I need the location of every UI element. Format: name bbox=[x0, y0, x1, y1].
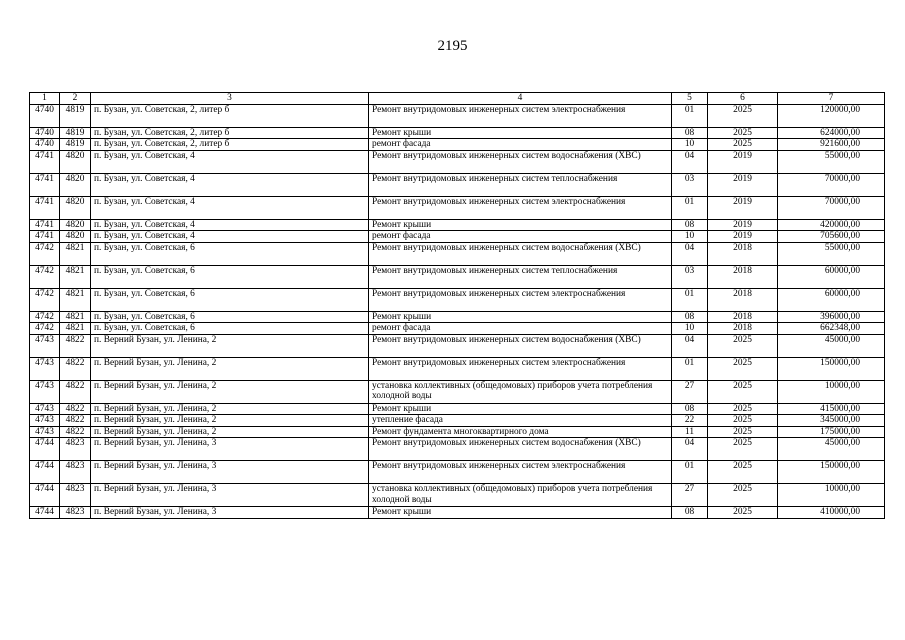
cell-work-code: 22 bbox=[672, 415, 708, 427]
table-row bbox=[30, 196, 885, 219]
cell-row-number: 4741 bbox=[30, 150, 60, 173]
cell-work-code: 01 bbox=[672, 288, 708, 311]
cell-object-number: 4822 bbox=[60, 415, 91, 427]
table-row bbox=[30, 438, 885, 461]
table-row bbox=[30, 231, 885, 243]
cell-row-number: 4743 bbox=[30, 334, 60, 357]
cell-year: 2025 bbox=[708, 104, 778, 127]
table-row bbox=[30, 127, 885, 139]
cell-row-number: 4741 bbox=[30, 231, 60, 243]
cell-work-type: Ремонт внутридомовых инженерных систем водоснабжения (ХВС) bbox=[369, 334, 672, 357]
cell-cost: 410000,00 bbox=[778, 507, 885, 519]
cell-row-number: 4741 bbox=[30, 196, 60, 219]
cell-address: п. Верний Бузан, ул. Ленина, 3 bbox=[91, 507, 369, 519]
cell-object-number: 4820 bbox=[60, 219, 91, 231]
table-row bbox=[30, 380, 885, 403]
cell-work-type: Ремонт внутридомовых инженерных систем теплоснабжения bbox=[369, 265, 672, 288]
cell-cost: 662348,00 bbox=[778, 323, 885, 335]
cell-cost: 55000,00 bbox=[778, 242, 885, 265]
cell-year: 2025 bbox=[708, 484, 778, 507]
cell-work-type: Ремонт внутридомовых инженерных систем электроснабжения bbox=[369, 104, 672, 127]
cell-work-code: 04 bbox=[672, 150, 708, 173]
cell-address: п. Верний Бузан, ул. Ленина, 3 bbox=[91, 461, 369, 484]
cell-work-code: 03 bbox=[672, 173, 708, 196]
cell-work-code: 01 bbox=[672, 461, 708, 484]
cell-cost: 60000,00 bbox=[778, 265, 885, 288]
cell-row-number: 4740 bbox=[30, 139, 60, 151]
cell-work-code: 08 bbox=[672, 311, 708, 323]
cell-address: п. Верний Бузан, ул. Ленина, 3 bbox=[91, 438, 369, 461]
table-row bbox=[30, 288, 885, 311]
table-row bbox=[30, 139, 885, 151]
table-row bbox=[30, 426, 885, 438]
cell-cost: 70000,00 bbox=[778, 173, 885, 196]
cell-year: 2018 bbox=[708, 265, 778, 288]
cell-year: 2018 bbox=[708, 311, 778, 323]
cell-work-code: 04 bbox=[672, 438, 708, 461]
cell-row-number: 4742 bbox=[30, 323, 60, 335]
column-header: 7 bbox=[778, 93, 885, 105]
cell-cost: 45000,00 bbox=[778, 334, 885, 357]
cell-work-code: 04 bbox=[672, 242, 708, 265]
cell-cost: 60000,00 bbox=[778, 288, 885, 311]
cell-year: 2025 bbox=[708, 461, 778, 484]
cell-work-code: 10 bbox=[672, 139, 708, 151]
cell-work-type: Ремонт крыши bbox=[369, 403, 672, 415]
cell-work-type: ремонт фасада bbox=[369, 323, 672, 335]
cell-year: 2025 bbox=[708, 357, 778, 380]
cell-address: п. Верний Бузан, ул. Ленина, 2 bbox=[91, 415, 369, 427]
cell-year: 2019 bbox=[708, 196, 778, 219]
cell-work-code: 08 bbox=[672, 403, 708, 415]
cell-year: 2025 bbox=[708, 415, 778, 427]
cell-work-type: установка коллективных (общедомовых) приборов учета потребления холодной воды bbox=[369, 484, 672, 507]
cell-row-number: 4740 bbox=[30, 104, 60, 127]
cell-work-type: ремонт фасада bbox=[369, 231, 672, 243]
cell-work-type: Ремонт крыши bbox=[369, 127, 672, 139]
cell-object-number: 4821 bbox=[60, 323, 91, 335]
cell-work-code: 01 bbox=[672, 104, 708, 127]
cell-work-code: 10 bbox=[672, 323, 708, 335]
cell-work-code: 08 bbox=[672, 507, 708, 519]
table-row bbox=[30, 403, 885, 415]
cell-cost: 10000,00 bbox=[778, 484, 885, 507]
column-header: 2 bbox=[60, 93, 91, 105]
repair-schedule-table bbox=[29, 92, 885, 519]
cell-address: п. Верний Бузан, ул. Ленина, 2 bbox=[91, 403, 369, 415]
cell-object-number: 4821 bbox=[60, 311, 91, 323]
table-row bbox=[30, 357, 885, 380]
cell-cost: 70000,00 bbox=[778, 196, 885, 219]
cell-row-number: 4743 bbox=[30, 380, 60, 403]
cell-row-number: 4744 bbox=[30, 507, 60, 519]
cell-address: п. Бузан, ул. Советская, 4 bbox=[91, 231, 369, 243]
column-header: 1 bbox=[30, 93, 60, 105]
cell-address: п. Верний Бузан, ул. Ленина, 2 bbox=[91, 426, 369, 438]
cell-cost: 624000,00 bbox=[778, 127, 885, 139]
cell-year: 2018 bbox=[708, 288, 778, 311]
cell-row-number: 4742 bbox=[30, 288, 60, 311]
table-row bbox=[30, 484, 885, 507]
cell-row-number: 4743 bbox=[30, 415, 60, 427]
cell-object-number: 4819 bbox=[60, 127, 91, 139]
cell-row-number: 4742 bbox=[30, 242, 60, 265]
cell-row-number: 4743 bbox=[30, 403, 60, 415]
cell-work-code: 27 bbox=[672, 380, 708, 403]
cell-cost: 10000,00 bbox=[778, 380, 885, 403]
cell-address: п. Бузан, ул. Советская, 4 bbox=[91, 219, 369, 231]
cell-work-type: Ремонт внутридомовых инженерных систем водоснабжения (ХВС) bbox=[369, 242, 672, 265]
cell-work-type: Ремонт внутридомовых инженерных систем электроснабжения bbox=[369, 196, 672, 219]
cell-work-type: Ремонт фундамента многоквартирного дома bbox=[369, 426, 672, 438]
cell-work-type: Ремонт внутридомовых инженерных систем водоснабжения (ХВС) bbox=[369, 438, 672, 461]
cell-cost: 345000,00 bbox=[778, 415, 885, 427]
cell-cost: 396000,00 bbox=[778, 311, 885, 323]
cell-work-code: 01 bbox=[672, 357, 708, 380]
cell-cost: 175000,00 bbox=[778, 426, 885, 438]
cell-year: 2025 bbox=[708, 139, 778, 151]
cell-year: 2025 bbox=[708, 426, 778, 438]
cell-object-number: 4822 bbox=[60, 334, 91, 357]
page-number: 2195 bbox=[437, 38, 468, 54]
cell-address: п. Бузан, ул. Советская, 4 bbox=[91, 150, 369, 173]
cell-work-code: 03 bbox=[672, 265, 708, 288]
cell-row-number: 4740 bbox=[30, 127, 60, 139]
cell-object-number: 4820 bbox=[60, 150, 91, 173]
table-row bbox=[30, 334, 885, 357]
cell-year: 2018 bbox=[708, 323, 778, 335]
cell-address: п. Верний Бузан, ул. Ленина, 2 bbox=[91, 357, 369, 380]
cell-year: 2019 bbox=[708, 219, 778, 231]
cell-row-number: 4743 bbox=[30, 426, 60, 438]
cell-row-number: 4744 bbox=[30, 438, 60, 461]
column-header: 3 bbox=[91, 93, 369, 105]
cell-work-code: 01 bbox=[672, 196, 708, 219]
cell-year: 2025 bbox=[708, 334, 778, 357]
cell-address: п. Верний Бузан, ул. Ленина, 2 bbox=[91, 380, 369, 403]
cell-address: п. Бузан, ул. Советская, 6 bbox=[91, 288, 369, 311]
cell-year: 2025 bbox=[708, 438, 778, 461]
table-row bbox=[30, 461, 885, 484]
cell-year: 2019 bbox=[708, 173, 778, 196]
cell-cost: 120000,00 bbox=[778, 104, 885, 127]
cell-address: п. Верний Бузан, ул. Ленина, 3 bbox=[91, 484, 369, 507]
table-row bbox=[30, 323, 885, 335]
cell-row-number: 4741 bbox=[30, 173, 60, 196]
cell-cost: 921600,00 bbox=[778, 139, 885, 151]
cell-work-code: 08 bbox=[672, 127, 708, 139]
column-header: 5 bbox=[672, 93, 708, 105]
cell-address: п. Бузан, ул. Советская, 6 bbox=[91, 242, 369, 265]
cell-work-type: утепление фасада bbox=[369, 415, 672, 427]
cell-address: п. Верний Бузан, ул. Ленина, 2 bbox=[91, 334, 369, 357]
column-header: 4 bbox=[369, 93, 672, 105]
cell-address: п. Бузан, ул. Советская, 2, литер б bbox=[91, 127, 369, 139]
cell-year: 2025 bbox=[708, 403, 778, 415]
cell-address: п. Бузан, ул. Советская, 4 bbox=[91, 173, 369, 196]
cell-cost: 150000,00 bbox=[778, 357, 885, 380]
cell-row-number: 4744 bbox=[30, 484, 60, 507]
cell-object-number: 4821 bbox=[60, 288, 91, 311]
table-row bbox=[30, 173, 885, 196]
table-header-row bbox=[30, 93, 885, 105]
cell-cost: 705600,00 bbox=[778, 231, 885, 243]
cell-work-code: 10 bbox=[672, 231, 708, 243]
cell-object-number: 4820 bbox=[60, 231, 91, 243]
table-row bbox=[30, 242, 885, 265]
cell-work-type: Ремонт крыши bbox=[369, 311, 672, 323]
cell-year: 2019 bbox=[708, 150, 778, 173]
cell-work-type: ремонт фасада bbox=[369, 139, 672, 151]
cell-address: п. Бузан, ул. Советская, 2, литер б bbox=[91, 139, 369, 151]
table-row bbox=[30, 104, 885, 127]
cell-address: п. Бузан, ул. Советская, 4 bbox=[91, 196, 369, 219]
table-row bbox=[30, 415, 885, 427]
cell-object-number: 4823 bbox=[60, 461, 91, 484]
cell-object-number: 4821 bbox=[60, 265, 91, 288]
cell-address: п. Бузан, ул. Советская, 2, литер б bbox=[91, 104, 369, 127]
cell-row-number: 4743 bbox=[30, 357, 60, 380]
cell-work-code: 27 bbox=[672, 484, 708, 507]
cell-cost: 415000,00 bbox=[778, 403, 885, 415]
cell-year: 2025 bbox=[708, 507, 778, 519]
cell-work-code: 08 bbox=[672, 219, 708, 231]
cell-work-type: Ремонт внутридомовых инженерных систем электроснабжения bbox=[369, 288, 672, 311]
cell-row-number: 4742 bbox=[30, 265, 60, 288]
table-row bbox=[30, 265, 885, 288]
cell-row-number: 4742 bbox=[30, 311, 60, 323]
cell-object-number: 4820 bbox=[60, 196, 91, 219]
table-row bbox=[30, 311, 885, 323]
cell-row-number: 4744 bbox=[30, 461, 60, 484]
cell-work-type: Ремонт крыши bbox=[369, 507, 672, 519]
cell-work-type: Ремонт внутридомовых инженерных систем электроснабжения bbox=[369, 461, 672, 484]
cell-cost: 45000,00 bbox=[778, 438, 885, 461]
cell-year: 2025 bbox=[708, 380, 778, 403]
cell-address: п. Бузан, ул. Советская, 6 bbox=[91, 323, 369, 335]
cell-object-number: 4819 bbox=[60, 104, 91, 127]
cell-work-type: Ремонт внутридомовых инженерных систем теплоснабжения bbox=[369, 173, 672, 196]
table-row bbox=[30, 219, 885, 231]
cell-address: п. Бузан, ул. Советская, 6 bbox=[91, 311, 369, 323]
column-header: 6 bbox=[708, 93, 778, 105]
cell-work-type: установка коллективных (общедомовых) приборов учета потребления холодной воды bbox=[369, 380, 672, 403]
cell-object-number: 4822 bbox=[60, 357, 91, 380]
cell-year: 2025 bbox=[708, 127, 778, 139]
cell-object-number: 4823 bbox=[60, 438, 91, 461]
cell-object-number: 4822 bbox=[60, 380, 91, 403]
cell-work-code: 11 bbox=[672, 426, 708, 438]
cell-cost: 150000,00 bbox=[778, 461, 885, 484]
cell-cost: 420000,00 bbox=[778, 219, 885, 231]
cell-object-number: 4819 bbox=[60, 139, 91, 151]
cell-year: 2019 bbox=[708, 231, 778, 243]
cell-object-number: 4820 bbox=[60, 173, 91, 196]
cell-year: 2018 bbox=[708, 242, 778, 265]
cell-work-type: Ремонт крыши bbox=[369, 219, 672, 231]
table-row bbox=[30, 150, 885, 173]
cell-object-number: 4823 bbox=[60, 484, 91, 507]
cell-work-type: Ремонт внутридомовых инженерных систем водоснабжения (ХВС) bbox=[369, 150, 672, 173]
cell-work-type: Ремонт внутридомовых инженерных систем электроснабжения bbox=[369, 357, 672, 380]
cell-work-code: 04 bbox=[672, 334, 708, 357]
cell-row-number: 4741 bbox=[30, 219, 60, 231]
cell-object-number: 4823 bbox=[60, 507, 91, 519]
cell-object-number: 4821 bbox=[60, 242, 91, 265]
cell-cost: 55000,00 bbox=[778, 150, 885, 173]
cell-address: п. Бузан, ул. Советская, 6 bbox=[91, 265, 369, 288]
cell-object-number: 4822 bbox=[60, 426, 91, 438]
table-row bbox=[30, 507, 885, 519]
cell-object-number: 4822 bbox=[60, 403, 91, 415]
